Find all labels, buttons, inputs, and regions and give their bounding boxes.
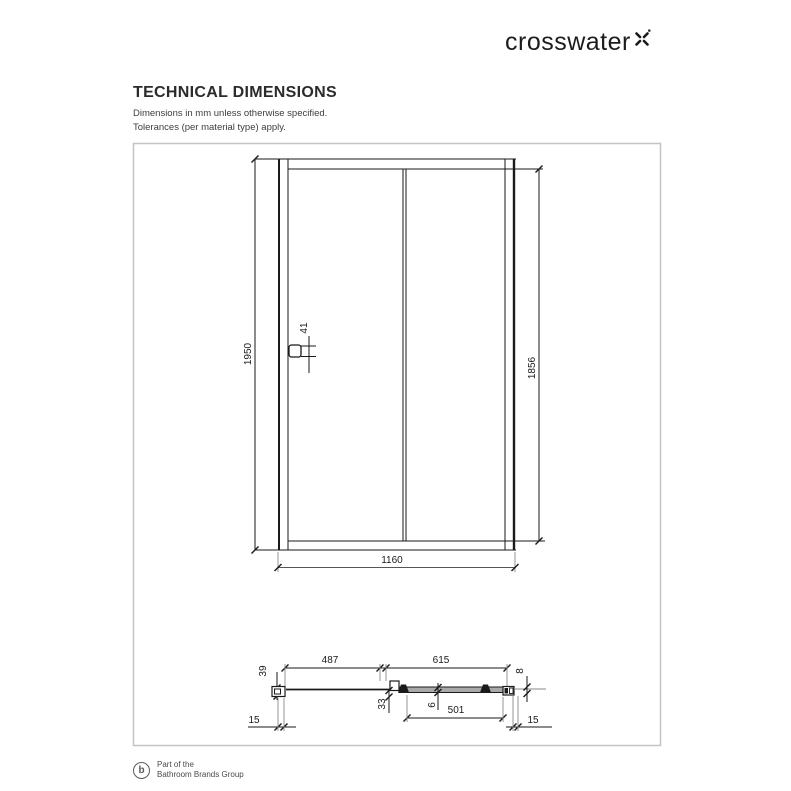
drawing-frame [134,144,661,746]
dim-wall-profile-depth-label: 39 [258,665,269,677]
footer-brand-group [133,760,244,781]
footer-line-1: Part of the [157,760,194,769]
crosswater-wordmark: crosswater [505,28,631,56]
wall-profile-left [272,687,285,697]
dim-left-adjustment-label: 15 [248,715,260,726]
dim-overall-height-label: 1950 [243,342,254,366]
footer-text [157,760,244,781]
roller-left [398,685,409,693]
note-line-2: Tolerances (per material type) apply. [133,122,286,133]
dim-fixed-panel-width-label: 487 [321,655,339,666]
dim-handle-size-label: 41 [299,322,310,334]
dim-handle-block-depth-label: 33 [377,698,388,710]
footer-line-2: Bathroom Brands Group [157,770,244,780]
door-handle [289,345,301,357]
dim-glass-height-label: 1856 [527,356,538,380]
dim-overall-width-label: 1160 [381,555,403,566]
front-view-drawing [252,156,546,573]
plan-view-drawing [248,664,552,731]
dim-slider-length-label: 501 [447,705,465,716]
roller-right [480,685,491,693]
dim-door-panel-width-label: 615 [432,655,450,666]
dim-track-depth-label: 8 [515,668,526,674]
bathroom-brands-icon: b [133,762,150,779]
dim-right-adjustment-label: 15 [527,715,539,726]
note-line-1: Dimensions in mm unless otherwise specified. [133,108,328,119]
page-title: TECHNICAL DIMENSIONS [133,84,337,101]
dim-glass-thickness-label: 6 [427,702,438,708]
